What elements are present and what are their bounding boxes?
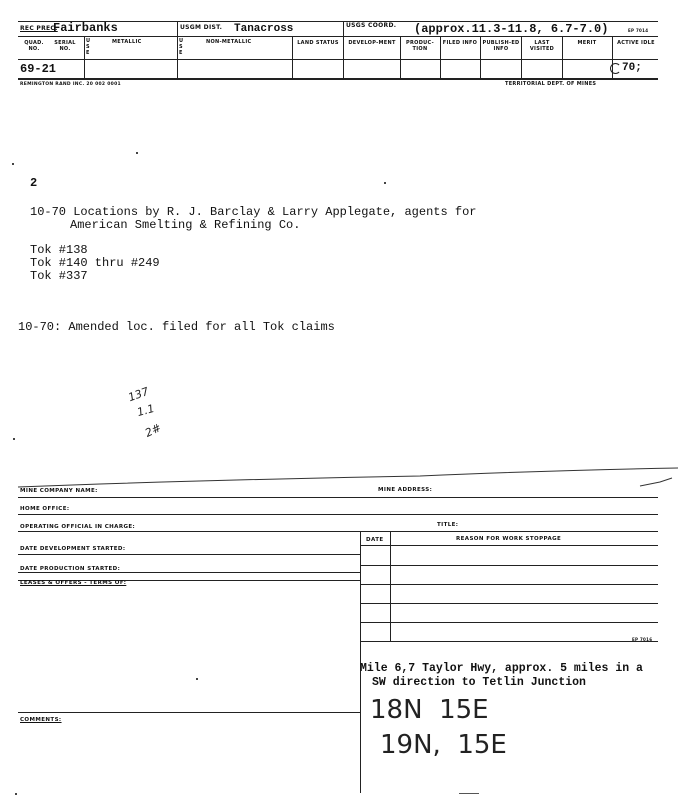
speck xyxy=(459,793,479,794)
usgs-coord-label: USGS COORD. xyxy=(346,22,397,29)
quad-serial-value: 69-21 xyxy=(20,62,57,76)
form-rule xyxy=(18,712,360,713)
col-published-info: PUBLISH-ED INFO xyxy=(482,40,520,52)
stoppage-row xyxy=(360,584,658,585)
speck xyxy=(196,678,198,680)
entry-locations-line2: American Smelting & Refining Co. xyxy=(70,218,301,232)
form-rule xyxy=(18,514,658,515)
date-development-label: DATE DEVELOPMENT STARTED: xyxy=(20,546,126,552)
col-non-metallic: NON-METALLIC xyxy=(206,39,252,45)
usgs-coord-value: (approx.11.3-11.8, 6.7-7.0) xyxy=(414,22,609,36)
usgs-dist-value: Tanacross xyxy=(234,23,294,35)
stoppage-date-header: DATE xyxy=(366,537,384,543)
operating-official-label: OPERATING OFFICIAL IN CHARGE: xyxy=(20,524,136,530)
form-rule xyxy=(18,531,658,532)
form-rule xyxy=(18,554,360,555)
col-quad-no: QUAD. NO. xyxy=(24,40,44,52)
col-divider xyxy=(521,36,522,78)
dept-line: TERRITORIAL DEPT. OF MINES xyxy=(505,81,597,87)
handwritten-note: 2# xyxy=(143,421,164,440)
rec-prec-value: Fairbanks xyxy=(53,21,118,35)
col-last-visited: LAST VISITED xyxy=(529,40,555,52)
stoppage-header-rule xyxy=(360,545,658,546)
form-rule xyxy=(18,497,658,498)
col-merit: MERIT xyxy=(577,40,597,46)
col-filed-info: FILED INFO xyxy=(442,40,478,46)
pencil-circle-mark xyxy=(610,63,621,74)
handwritten-township: 18N 15E xyxy=(370,695,489,725)
claim-item: Tok #140 thru #249 xyxy=(30,256,160,270)
entry-locations-line1: 10-70 Locations by R. J. Barclay & Larry Applegate, agents for xyxy=(30,205,477,219)
claim-item: Tok #138 xyxy=(30,243,88,257)
form-rule xyxy=(18,572,360,573)
entry-amended: 10-70: Amended loc. filed for all Tok claims xyxy=(18,320,335,334)
mine-company-name-label: MINE COMPANY NAME: xyxy=(20,488,98,494)
col-development: DEVELOP-MENT xyxy=(348,40,396,46)
active-idle-value: 70; xyxy=(622,62,642,74)
col-divider xyxy=(177,21,178,78)
body-mark: 2 xyxy=(30,176,38,190)
date-production-label: DATE PRODUCTION STARTED: xyxy=(20,566,121,572)
speck xyxy=(384,182,386,184)
comments-label: COMMENTS: xyxy=(20,717,62,723)
home-office-label: HOME OFFICE: xyxy=(20,506,70,512)
col-metallic: METALLIC xyxy=(112,39,142,45)
col-land-status: LAND STATUS xyxy=(297,40,339,46)
handwritten-township: 19N, 15E xyxy=(380,730,507,760)
stoppage-row xyxy=(360,565,658,566)
location-line1: Mile 6,7 Taylor Hwy, approx. 5 miles in a xyxy=(360,662,643,675)
leases-offers-label: LEASES & OFFERS - TERMS OF: xyxy=(20,580,127,586)
col-divider xyxy=(84,36,85,78)
form-curl-edge xyxy=(0,450,678,490)
mine-address-label: MINE ADDRESS: xyxy=(378,487,433,493)
rec-prec-label: REC PREC. xyxy=(20,25,58,32)
speck xyxy=(136,152,138,154)
speck xyxy=(15,793,17,795)
col-serial-no: SERIAL NO. xyxy=(54,40,76,52)
col-active-idle: ACTIVE IDLE xyxy=(617,40,655,46)
stoppage-date-divider xyxy=(390,531,391,642)
col-divider xyxy=(440,36,441,78)
handwritten-note: 1.1 xyxy=(135,401,156,420)
usgs-dist-label: USGM DIST. xyxy=(180,24,223,31)
handwritten-note: 137 xyxy=(126,384,151,405)
form-code-top: EP 7014 xyxy=(628,28,649,33)
col-production: PRODUC-TION xyxy=(406,40,434,52)
stoppage-row xyxy=(360,622,658,623)
stoppage-row xyxy=(360,641,658,642)
col-divider xyxy=(292,36,293,78)
stoppage-row xyxy=(360,603,658,604)
col-divider xyxy=(343,21,344,78)
col-divider xyxy=(562,36,563,78)
col-use-metallic: U S E xyxy=(86,38,91,56)
header-bottom-rule xyxy=(18,78,658,80)
col-use-nonmetallic: U S E xyxy=(179,38,184,56)
form-code-bottom: EP 7016 xyxy=(632,637,653,642)
title-label: TITLE: xyxy=(437,522,459,528)
col-divider xyxy=(480,36,481,78)
speck xyxy=(12,163,14,165)
printer-line: REMINGTON RAND INC. 20 002 0001 xyxy=(20,82,121,87)
speck xyxy=(13,438,15,440)
stoppage-reason-header: REASON FOR WORK STOPPAGE xyxy=(456,536,562,542)
location-line2: SW direction to Tetlin Junction xyxy=(372,676,586,689)
claim-item: Tok #337 xyxy=(30,269,88,283)
